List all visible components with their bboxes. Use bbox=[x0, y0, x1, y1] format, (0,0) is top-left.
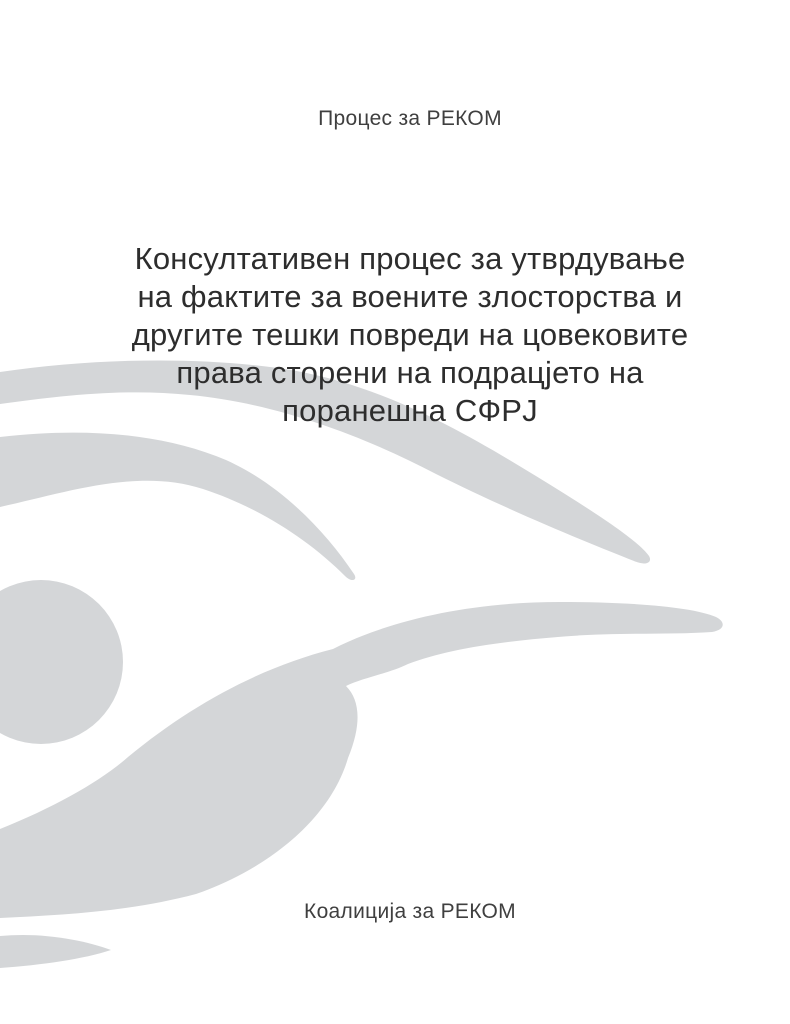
tail-stroke-icon bbox=[0, 935, 111, 968]
footer-publisher: Коалиција за РЕКОМ bbox=[304, 900, 516, 923]
title-line: на фактите за воените злосторства и bbox=[137, 279, 683, 314]
title-line: Консултативен процес за утврдување bbox=[134, 241, 686, 276]
title-line: права сторени на подрацјето на bbox=[176, 355, 644, 390]
title-line: другите тешки повреди на цовековите bbox=[131, 317, 689, 352]
header-series-title: Процес за РЕКОМ bbox=[318, 107, 502, 130]
document-title bbox=[30, 240, 790, 430]
title-line: поранешна СФРЈ bbox=[282, 393, 538, 428]
eyelid-stroke-icon bbox=[0, 433, 355, 580]
pupil-icon bbox=[0, 580, 123, 744]
